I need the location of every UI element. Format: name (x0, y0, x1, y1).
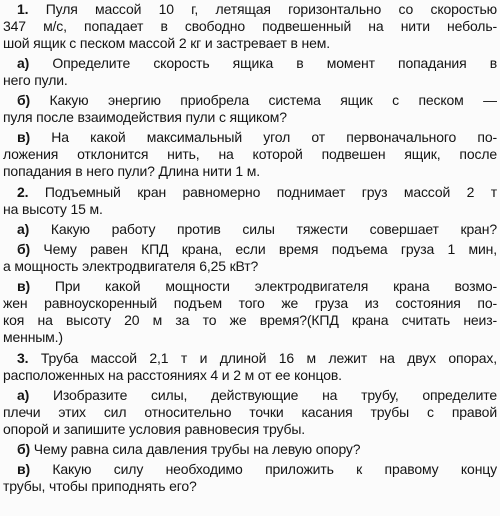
problem-1v-line-2 (3, 146, 497, 163)
item-text: жен равноускоренный подъем того же груза из состояния по- (3, 295, 497, 311)
problem-2b-line-1 (3, 241, 497, 258)
item-text: ложения отклонится нить, на которой подвешен ящик, после (3, 146, 497, 162)
problem-3b-line-1 (3, 441, 497, 458)
item-text: опорой и запишите условия равновесия трубы. (3, 421, 306, 437)
problem-text: расположенных на расстояниях 4 и 2 м от ее концов. (3, 367, 342, 383)
problem-text: Пуля массой 10 г, летящая горизонтально со скоростью (45, 1, 497, 17)
item-text: Чему равен КПД крана, если время подъема груза 1 мин, (43, 241, 497, 257)
problem-1-line-2 (3, 18, 497, 35)
item-text: При какой мощности электродвигателя крана возмо- (54, 278, 497, 294)
item-label: б) (17, 241, 31, 257)
problem-1v-line-1 (3, 129, 497, 146)
item-text: Изобразите силы, действующие на трубу, определите (52, 387, 497, 403)
item-text: пуля после взаимодействия пули с ящиком? (3, 109, 287, 125)
problem-1b-line-2 (3, 109, 497, 126)
problem-2v-line-4 (3, 329, 497, 346)
problem-3a-line-1 (3, 387, 497, 404)
item-text: Какую энергию приобрела система ящик с песком — (49, 92, 497, 108)
problem-text: 347 м/с, попадает в свободно подвешенный на нити неболь- (3, 18, 497, 34)
item-text: Определите скорость ящика в момент попадания в (52, 55, 497, 71)
problem-text: Труба массой 2,1 т и длиной 16 м лежит на двух опорах, (40, 350, 497, 366)
problem-1b-line-1 (3, 92, 497, 109)
item-text: Чему равна сила давления трубы на левую опору? (33, 441, 361, 457)
item-text: попадания в него пули? Длина нити 1 м. (3, 163, 261, 179)
item-text: коя на высоту 20 м за то же время?(КПД крана считать неиз- (3, 312, 497, 328)
problem-3-line-1 (3, 350, 497, 367)
item-label: в) (17, 278, 30, 294)
item-text: трубы, чтобы приподнять его? (3, 478, 197, 494)
item-text: Какую силу необходимо приложить к правому концу (52, 461, 497, 477)
problem-3v-line-2 (3, 478, 497, 495)
problem-number: 3. (17, 350, 29, 366)
problem-2-line-2 (3, 201, 497, 218)
item-text: На какой максимальный угол от первоначального по- (51, 129, 497, 145)
problem-2b-line-2 (3, 258, 497, 275)
item-label: в) (17, 461, 30, 477)
problem-1-line-1 (3, 1, 497, 18)
problem-3v-line-1 (3, 461, 497, 478)
problem-2v-line-1 (3, 278, 497, 295)
problem-1v-line-3 (3, 163, 497, 180)
problem-1a-line-2 (3, 72, 497, 89)
item-text: менным.) (3, 329, 63, 345)
item-label: б) (17, 92, 31, 108)
item-label: в) (17, 129, 30, 145)
item-label: а) (17, 55, 30, 71)
problem-2v-line-2 (3, 295, 497, 312)
item-text: а мощность электродвигателя 6,25 кВт? (3, 258, 259, 274)
problem-number: 2. (17, 184, 29, 200)
problem-2a-line-1 (3, 221, 497, 238)
problem-3a-line-3 (3, 421, 497, 438)
item-label: б) (17, 441, 31, 457)
item-text: него пули. (3, 72, 68, 88)
problem-number: 1. (17, 1, 29, 17)
item-label: а) (17, 387, 30, 403)
problem-1-line-3 (3, 35, 497, 52)
problem-2v-line-3 (3, 312, 497, 329)
problem-3-line-2 (3, 367, 497, 384)
problem-3a-line-2 (3, 404, 497, 421)
item-text: плечи этих сил относительно точки касания трубы с правой (3, 404, 497, 420)
problem-text: Подъемный кран равномерно поднимает груз массой 2 т (44, 184, 497, 200)
item-label: а) (17, 221, 30, 237)
problem-1a-line-1 (3, 55, 497, 72)
problem-text: шой ящик с песком массой 2 кг и застревает в нем. (3, 35, 330, 51)
problem-2-line-1 (3, 184, 497, 201)
problem-text: на высоту 15 м. (3, 201, 103, 217)
item-text: Какую работу против силы тяжести совершает кран? (50, 221, 497, 237)
